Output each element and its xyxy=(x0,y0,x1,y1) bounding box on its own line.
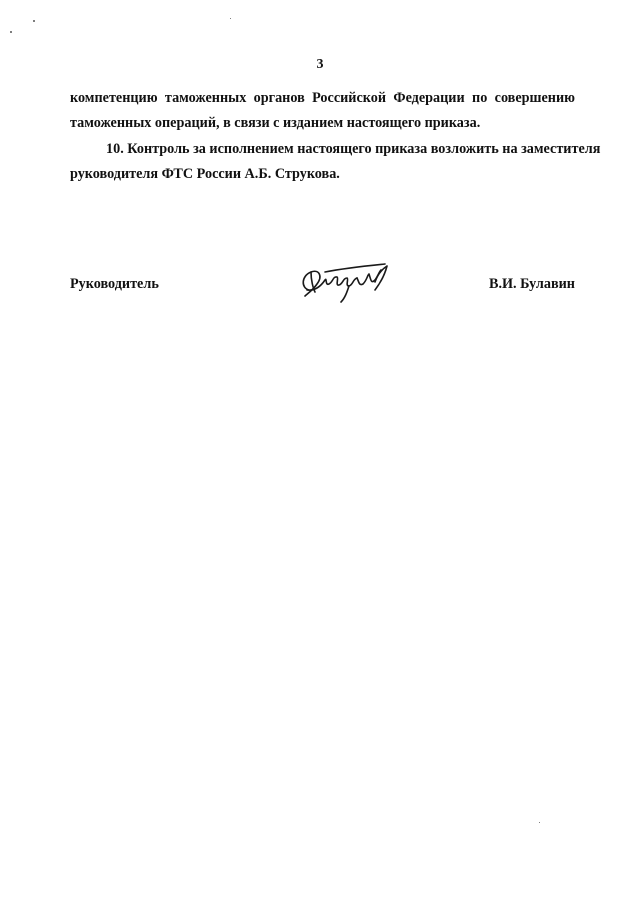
scan-speck xyxy=(230,18,231,19)
paragraph-line: компетенцию таможенных органов Российской Федерации по совершению xyxy=(70,90,575,106)
paragraph-continuation xyxy=(70,86,575,136)
paragraph-line: 10. Контроль за исполнением настоящего приказа возложить на заместителя xyxy=(106,141,601,157)
scan-speck xyxy=(539,822,540,823)
scan-speck xyxy=(33,20,35,22)
handwritten-signature xyxy=(295,260,395,304)
page-number: 3 xyxy=(316,57,324,72)
paragraph-line: таможенных операций, в связи с изданием настоящего приказа. xyxy=(70,115,481,131)
paragraph-item-10 xyxy=(70,137,601,187)
signatory-position: Руководитель xyxy=(70,276,159,292)
signature-block xyxy=(70,274,575,304)
paragraph-line: руководителя ФТС России А.Б. Струкова. xyxy=(70,166,340,182)
scan-speck xyxy=(10,31,12,33)
signatory-name: В.И. Булавин xyxy=(489,276,575,292)
